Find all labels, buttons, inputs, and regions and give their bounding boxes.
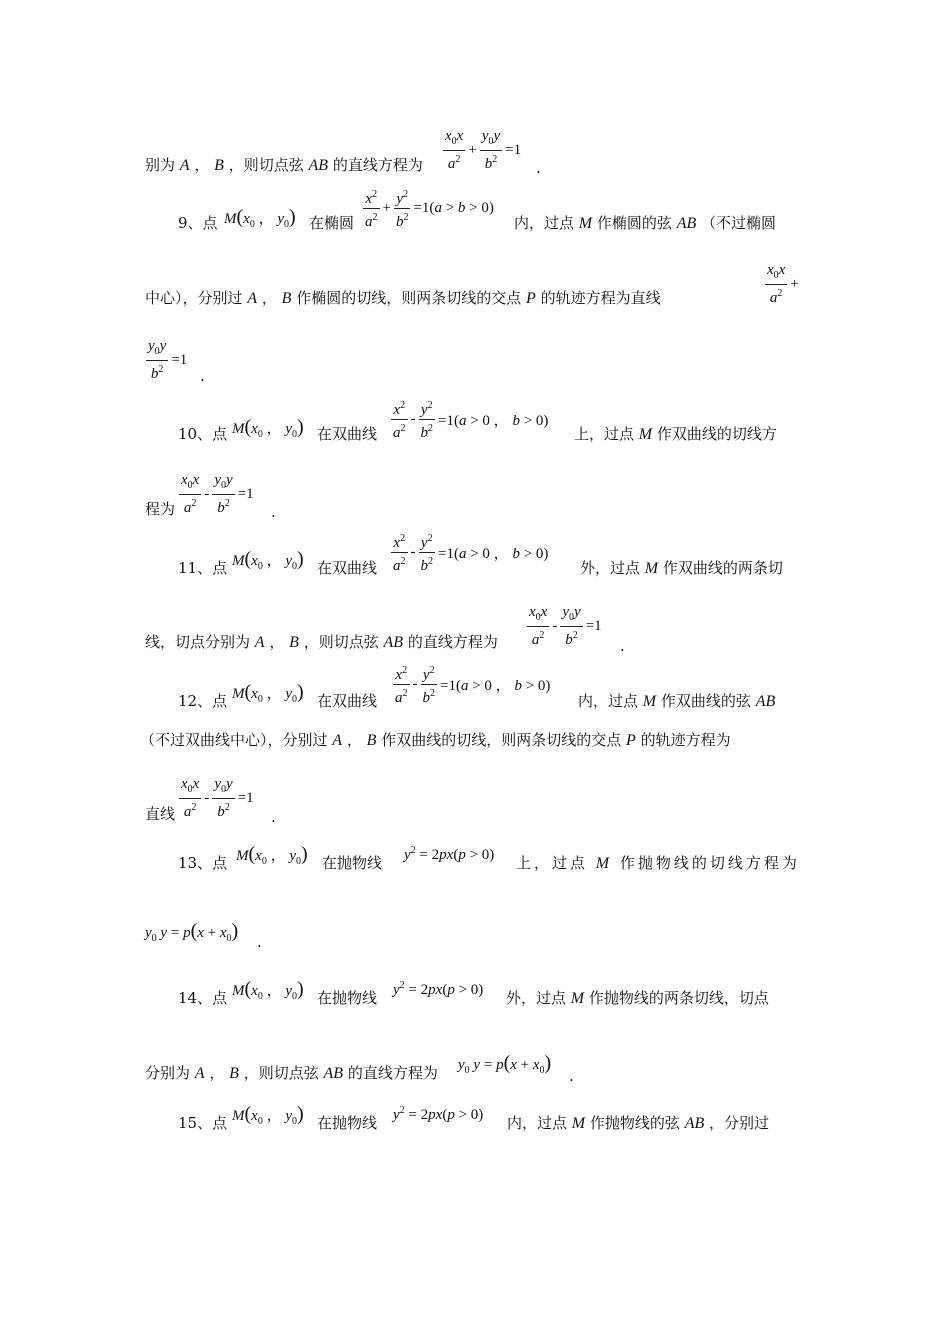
equation-locus-hyperbola: $\frac{x_0x}{a^2}$ - $\frac{y_0y}{b^2}$ =1	[181, 776, 254, 820]
item-12-line-2	[140, 730, 731, 751]
item-11-line-1b	[580, 558, 783, 579]
text-fragment: 上，过点	[574, 425, 635, 443]
point-m: $M(x_0$ ， $y_0$)	[236, 843, 308, 867]
text-fragment: ，	[194, 156, 210, 174]
equation-hyperbola: $\frac{x^2}{a^2}$ - $\frac{y^2}{b^2}$ =1(a > 0 ， b > 0)	[390, 397, 550, 442]
equation-ellipse: $\frac{x^2}{a^2}$ + $\frac{y^2}{b^2}$ =1(a > b > 0)	[362, 186, 496, 231]
var-a: A	[254, 634, 265, 651]
text-fragment: 在双曲线	[317, 692, 378, 710]
text-fragment: 程为	[145, 500, 176, 518]
item-10-line-1b	[574, 424, 777, 445]
equation-chord-hyperbola: $\frac{x_0x}{a^2}$ - $\frac{y_0y}{b^2}$ =1	[529, 604, 602, 648]
period: .	[271, 503, 276, 521]
text-fragment: ，分别过	[709, 1114, 770, 1132]
var-ab: AB	[308, 157, 329, 174]
equation-locus-part1: $\frac{x_0x}{a^2}$ +	[767, 262, 799, 306]
point-m: $M(x_0$ ， $y_0$)	[224, 206, 296, 230]
text-fragment: ，则切点弦	[243, 1064, 319, 1082]
text-fragment: ，	[269, 633, 285, 651]
item-14-line-1	[178, 988, 227, 1008]
item-13-line-1	[178, 853, 227, 873]
text-fragment: 外，过点	[580, 559, 641, 577]
equation-hyperbola: $\frac{x^2}{a^2}$ - $\frac{y^2}{b^2}$ =1(a > 0 ， b > 0)	[390, 530, 550, 575]
text-fragment: 的轨迹方程为	[640, 731, 731, 749]
item-9-line-2	[145, 288, 661, 309]
item-9-line-1	[178, 213, 218, 233]
var-b: B	[366, 732, 377, 749]
text-fragment: ，	[261, 289, 277, 307]
point-m: $M(x_0$ ， $y_0$)	[232, 548, 304, 572]
text-fragment: 的直线方程为	[407, 633, 498, 651]
item-9-line-1b	[514, 213, 776, 234]
var-b: B	[214, 157, 224, 174]
item-11-line-2	[145, 632, 498, 653]
text-fragment: 作双曲线的切线方	[656, 425, 777, 443]
text-fragment: 作双曲线的两条切	[662, 559, 783, 577]
var-ab: AB	[323, 1065, 344, 1082]
text-fragment: ，	[346, 731, 362, 749]
text-fragment: ，则切点弦	[303, 633, 379, 651]
text-fragment: 别为	[145, 156, 176, 174]
text-fragment: ，则切点弦	[228, 156, 304, 174]
text-fragment: ，	[209, 1064, 225, 1082]
item-number: 12、点	[178, 692, 228, 710]
period: .	[569, 1067, 574, 1085]
text-fragment: 分别为	[145, 1064, 191, 1082]
var-ab: AB	[755, 693, 776, 710]
item-number: 9、点	[178, 214, 218, 232]
text-fragment: 线，切点分别为	[145, 633, 251, 651]
item-11-line-1	[178, 558, 227, 578]
item-number: 13、点	[178, 854, 228, 872]
item-number: 14、点	[178, 989, 228, 1007]
item-10-line-1	[178, 424, 227, 444]
text-fragment: 内，过点	[507, 1114, 568, 1132]
var-m: M	[638, 426, 653, 443]
equation-tangent-parabola: $y_0$ $y = p(x + x_0)$	[145, 920, 239, 944]
item-number: 11、点	[178, 559, 228, 577]
var-a: A	[194, 1065, 205, 1082]
text-fragment: 外，过点	[506, 989, 567, 1007]
var-m: M	[644, 560, 659, 577]
item-number: 15、点	[178, 1114, 228, 1132]
equation-parabola: $y^2 = 2px(p > 0)$	[404, 845, 495, 863]
text-fragment: 在抛物线	[322, 854, 383, 872]
item-12-line-1b	[578, 691, 775, 712]
period: .	[271, 808, 276, 826]
text-fragment: 在抛物线	[317, 989, 378, 1007]
var-m: M	[595, 855, 613, 872]
item-15-line-1	[178, 1113, 227, 1133]
period: .	[257, 933, 262, 951]
equation-chord-ellipse: $\frac{x_0x}{a^2}$ + $\frac{y_0y}{b^2}$ =1	[445, 128, 522, 172]
text-fragment: 的轨迹方程为直线	[540, 289, 661, 307]
var-ab: AB	[676, 215, 697, 232]
text-fragment: 在双曲线	[317, 559, 378, 577]
text-fragment: 在抛物线	[317, 1114, 378, 1132]
text-fragment: 作抛物线的两条切线，切点	[588, 989, 769, 1007]
text-fragment: （不过椭圆	[701, 214, 777, 232]
text-fragment: 中心），分别过	[145, 289, 243, 307]
var-m: M	[570, 990, 585, 1007]
text-fragment: 作双曲线的切线，则两条切线的交点	[381, 731, 622, 749]
equation-parabola: $y^2 = 2px(p > 0)$	[393, 980, 484, 998]
item-number: 10、点	[178, 425, 228, 443]
text-fragment: （不过双曲线中心），分别过	[140, 731, 328, 749]
text-fragment: 的直线方程为	[347, 1064, 438, 1082]
var-a: A	[332, 732, 343, 749]
var-b: B	[229, 1065, 239, 1082]
var-p: P	[526, 290, 536, 307]
period: .	[620, 637, 625, 655]
text-fragment: 在椭圆	[309, 214, 355, 232]
var-b: B	[281, 290, 292, 307]
item-15-line-1b	[507, 1113, 769, 1134]
text-fragment: 作双曲线的弦	[660, 692, 751, 710]
equation-parabola: $y^2 = 2px(p > 0)$	[393, 1105, 484, 1123]
equation-tangent-hyperbola: $\frac{x_0x}{a^2}$ - $\frac{y_0y}{b^2}$ =1	[181, 472, 254, 516]
period: .	[536, 159, 541, 177]
var-ab: AB	[684, 1115, 705, 1132]
text-fragment: 作抛物线的切线方程为	[619, 854, 800, 872]
text-fragment: 直线	[145, 805, 176, 823]
equation-chord-parabola: $y_0$ $y = p(x + x_0)$	[458, 1052, 552, 1076]
item-13-line-1b	[516, 853, 800, 874]
equation-hyperbola: $\frac{x^2}{a^2}$ - $\frac{y^2}{b^2}$ =1(a > 0 ， b > 0)	[392, 662, 552, 707]
text-fragment: 内，过点	[578, 692, 639, 710]
point-m: $M(x_0$ ， $y_0$)	[232, 416, 304, 440]
point-m: $M(x_0$ ， $y_0$)	[232, 681, 304, 705]
item-14-line-1b	[506, 988, 769, 1009]
text-fragment: 在双曲线	[317, 425, 378, 443]
var-m: M	[642, 693, 657, 710]
var-ab: AB	[383, 634, 404, 651]
var-a: A	[179, 157, 190, 174]
var-p: P	[626, 732, 636, 749]
item-14-line-2	[145, 1063, 438, 1084]
period: .	[200, 367, 205, 385]
equation-locus-part2: $\frac{y_0y}{b^2}$ =1	[148, 338, 188, 382]
text-fragment: 作椭圆的弦	[596, 214, 672, 232]
var-a: A	[247, 290, 258, 307]
item-12-line-1	[178, 691, 227, 711]
text-fragment: 上，过点	[516, 854, 589, 872]
text-fragment: 作椭圆的切线，则两条切线的交点	[296, 289, 522, 307]
line-1-text	[145, 155, 423, 176]
text-fragment: 的直线方程为	[332, 156, 423, 174]
point-m: $M(x_0$ ， $y_0$)	[232, 1103, 304, 1127]
point-m: $M(x_0$ ， $y_0$)	[232, 978, 304, 1002]
text-fragment: 内，过点	[514, 214, 575, 232]
var-m: M	[571, 1115, 586, 1132]
text-fragment: 作抛物线的弦	[589, 1114, 680, 1132]
var-b: B	[289, 634, 299, 651]
var-m: M	[578, 215, 593, 232]
